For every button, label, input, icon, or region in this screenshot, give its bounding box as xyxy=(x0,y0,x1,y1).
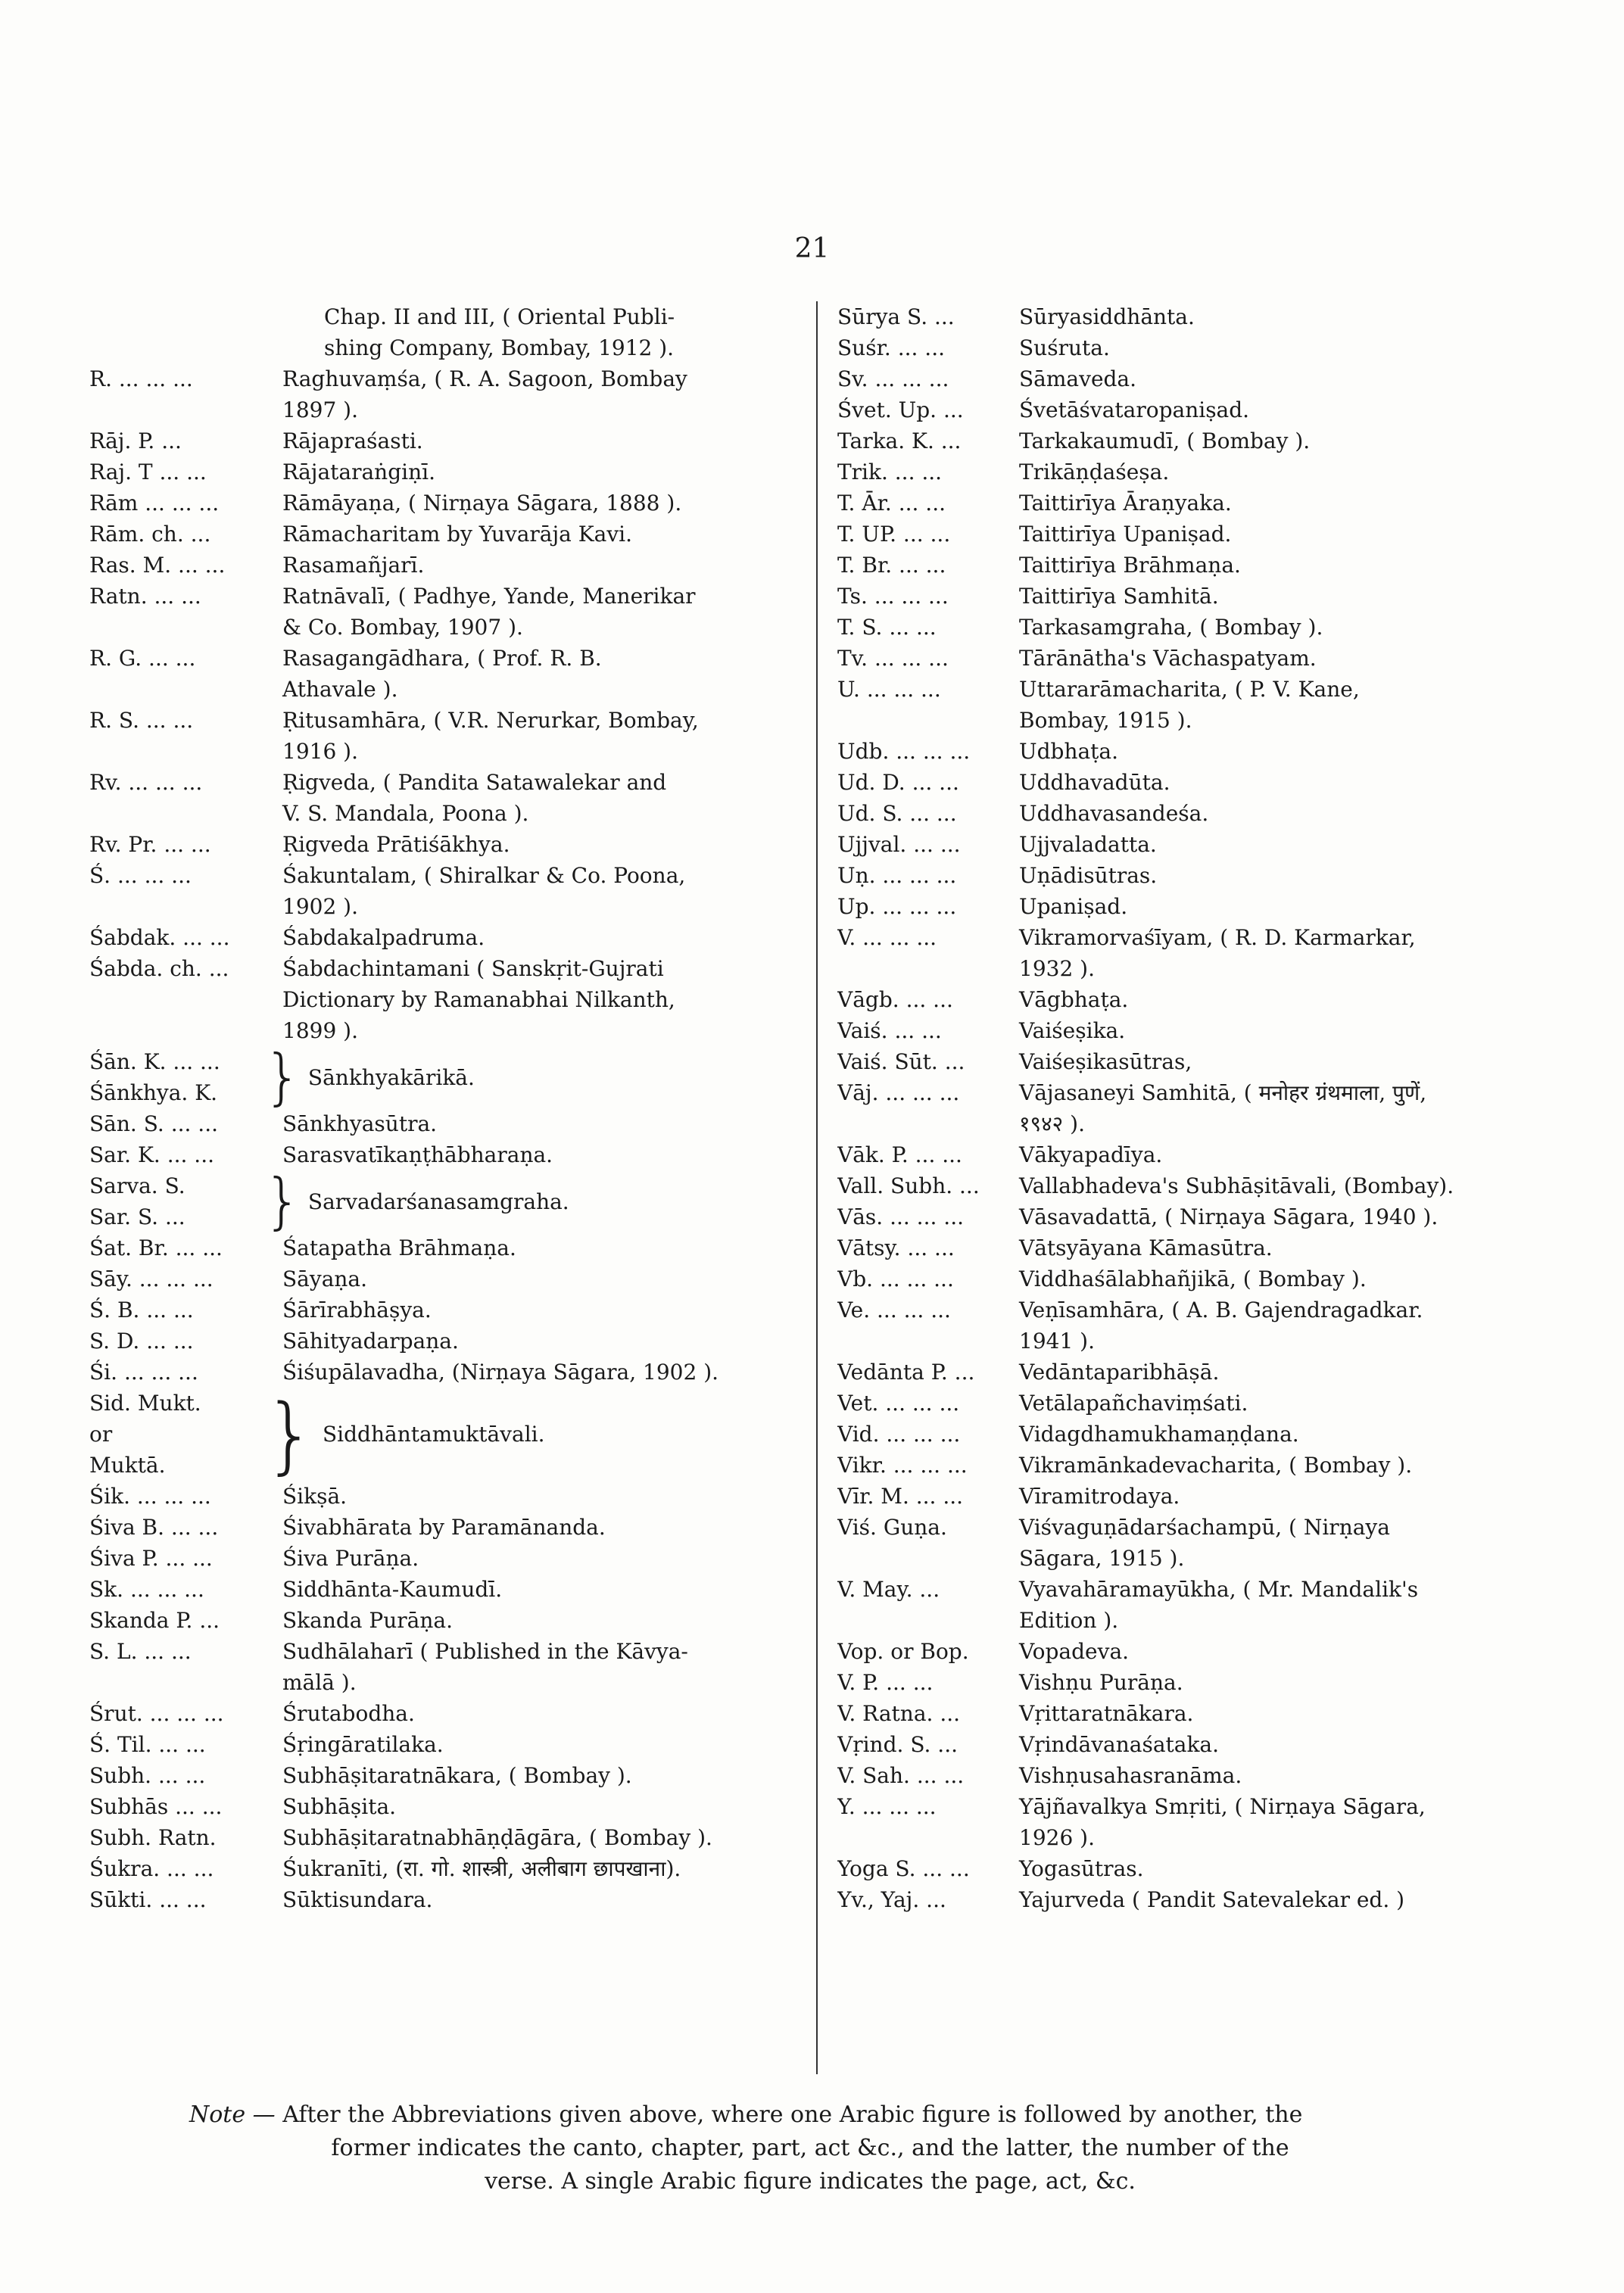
abbreviation-entry xyxy=(837,1139,1519,1170)
expansion: Uṇādisūtras. xyxy=(1019,863,1158,888)
abbreviation: Śik. ... ... ... xyxy=(89,1484,211,1509)
abbreviation-entry xyxy=(837,643,1519,674)
abbreviation-entry xyxy=(837,612,1519,643)
abbreviation: Vaiś. Sūt. ... xyxy=(837,1049,965,1074)
abbreviation: Sāy. ... ... ... xyxy=(89,1266,214,1291)
abbreviation-entry xyxy=(89,1636,816,1698)
expansion: Rājataraṅgiṇī. xyxy=(282,460,435,484)
abbreviation-entry xyxy=(89,488,816,519)
abbreviation: Śukra. ... ... xyxy=(89,1856,214,1881)
grouped-entry-sankhya xyxy=(89,1042,816,1112)
expansion: Sāmaveda. xyxy=(1019,366,1137,391)
abbreviation-entry xyxy=(837,1481,1519,1512)
abbreviation-entry xyxy=(89,1481,816,1512)
page-number: 21 xyxy=(794,233,830,264)
abbreviation-entry xyxy=(837,1698,1519,1729)
expansion: Uddhavasandeśa. xyxy=(1019,801,1209,826)
expansion: Śabdakalpadruma. xyxy=(282,925,485,950)
abbreviation: Trik. ... ... xyxy=(837,460,943,484)
expansion: Viddhaśālabhañjikā, ( Bombay ). xyxy=(1019,1266,1367,1291)
abbreviation-entry xyxy=(89,1822,816,1853)
abbreviation-entry xyxy=(837,1357,1519,1388)
expansion: Yogasūtras. xyxy=(1019,1856,1144,1881)
abbreviation-entry xyxy=(837,1419,1519,1450)
expansion: Śukranīti, (रा. गो. शास्त्री, अलीबाग छापखाना). xyxy=(282,1856,681,1881)
expansion: Taittirīya Āraṇyaka. xyxy=(1019,491,1232,516)
expansion: Raghuvaṃśa, ( R. A. Sagoon, Bombay 1897 ). xyxy=(282,366,687,422)
entry-list-left-3 xyxy=(89,1232,816,1388)
abbreviation: Vall. Subh. ... xyxy=(837,1173,980,1198)
abbreviation: Vāj. ... ... ... xyxy=(837,1080,960,1105)
expansion: Vishṇusahasranāma. xyxy=(1019,1763,1242,1788)
expansion: Sarasvatīkaṇṭhābharaṇa. xyxy=(282,1142,553,1167)
abbreviation: Vīr. M. ... ... xyxy=(837,1484,964,1509)
expansion: Vikramānkadevacharita, ( Bombay ). xyxy=(1019,1453,1413,1478)
abbreviation-entry xyxy=(837,1170,1519,1201)
expansion: Subhāṣita. xyxy=(282,1794,397,1819)
abbreviation-entry xyxy=(837,550,1519,581)
abbreviation-entry xyxy=(837,674,1519,736)
abbreviation: Ś. ... ... ... xyxy=(89,863,192,888)
abbreviation-entry xyxy=(89,581,816,643)
abbreviation-entry xyxy=(89,705,816,767)
abbreviation: Rāj. P. ... xyxy=(89,428,182,453)
expansion: Siddhānta-Kaumudī. xyxy=(282,1577,503,1602)
abbreviation: Śi. ... ... ... xyxy=(89,1360,198,1385)
abbreviation: Ud. S. ... ... xyxy=(837,801,957,826)
abbreviation: R. S. ... ... xyxy=(89,708,194,733)
abbreviation: U. ... ... ... xyxy=(837,677,941,702)
abbreviation-entry xyxy=(837,1791,1519,1853)
abbreviation: Śabdak. ... ... xyxy=(89,925,230,950)
abbreviation: Vet. ... ... ... xyxy=(837,1391,960,1416)
abbreviation-entry xyxy=(837,798,1519,829)
group-expansion: Sarvadarśanasamgraha. xyxy=(307,1189,569,1214)
abbreviation: Sūkti. ... ... xyxy=(89,1887,207,1912)
expansion: Vīramitrodaya. xyxy=(1019,1484,1180,1509)
expansion: Taittirīya Samhitā. xyxy=(1019,584,1219,609)
abbreviation: Śān. K. ... ... xyxy=(89,1049,220,1074)
column-divider xyxy=(816,301,818,2074)
expansion: Uttararāmacharita, ( P. V. Kane, Bombay, 1915 ). xyxy=(1019,677,1360,733)
abbreviation-entry xyxy=(89,363,816,425)
abbreviation: V. Sah. ... ... xyxy=(837,1763,965,1788)
expansion: Tarkakaumudī, ( Bombay ). xyxy=(1019,428,1311,453)
abbreviation-entry xyxy=(837,1884,1519,1915)
abbreviation: Tarka. K. ... xyxy=(837,428,962,453)
abbreviation-entry xyxy=(837,519,1519,550)
abbreviation-entry xyxy=(89,1326,816,1357)
abbreviation: Sarva. S. xyxy=(89,1173,185,1198)
abbreviation: T. Ār. ... ... xyxy=(837,491,946,516)
expansion: Vaiśeṣikasūtras, xyxy=(1019,1049,1192,1074)
group-abbreviations xyxy=(89,1046,263,1108)
abbreviation: Rām ... ... ... xyxy=(89,491,220,516)
grouped-entry-sarvadarsana xyxy=(89,1166,816,1236)
expansion: Taittirīya Upaniṣad. xyxy=(1019,522,1232,547)
abbreviation-entry xyxy=(89,1108,816,1139)
abbreviation-entry xyxy=(89,1543,816,1574)
abbreviation: Ras. M. ... ... xyxy=(89,553,226,578)
abbreviation-entry xyxy=(837,1636,1519,1667)
abbreviation-entry xyxy=(837,1077,1519,1139)
abbreviation: Udb. ... ... ... xyxy=(837,739,971,764)
abbreviation-entry xyxy=(837,1046,1519,1077)
abbreviation-entry xyxy=(89,1512,816,1543)
abbreviation: S. L. ... ... xyxy=(89,1639,192,1664)
note-line-1: After the Abbreviations given above, where one Arabic figure is followed by another, the xyxy=(282,2101,1303,2128)
abbreviation: Vop. or Bop. xyxy=(837,1639,969,1664)
abbreviation-entry xyxy=(837,829,1519,860)
note-line-3: verse. A single Arabic figure indicates the page, act, &c. xyxy=(485,2168,1136,2195)
abbreviation: Vikr. ... ... ... xyxy=(837,1453,968,1478)
abbreviation-entry xyxy=(837,767,1519,798)
expansion: Vopadeva. xyxy=(1019,1639,1130,1664)
abbreviation: Vid. ... ... ... xyxy=(837,1422,961,1447)
expansion: Sūktisundara. xyxy=(282,1887,433,1912)
group-abbreviations xyxy=(89,1388,263,1481)
abbreviation-entry xyxy=(837,301,1519,332)
abbreviation-entry xyxy=(89,456,816,488)
expansion: Subhāṣitaratnākara, ( Bombay ). xyxy=(282,1763,632,1788)
abbreviation-entry xyxy=(89,922,816,953)
abbreviation: Skanda P. ... xyxy=(89,1608,220,1633)
expansion: Sāhityadarpaṇa. xyxy=(282,1329,459,1354)
abbreviation-entry xyxy=(837,1263,1519,1294)
abbreviation-entry xyxy=(89,1760,816,1791)
expansion: Śivabhārata by Paramānanda. xyxy=(282,1515,606,1540)
abbreviation: Śat. Br. ... ... xyxy=(89,1235,223,1260)
expansion: Veṇīsamhāra, ( A. B. Gajendragadkar. 1941 ). xyxy=(1019,1298,1423,1354)
entry-list-left-1 xyxy=(89,363,816,1046)
entry-list-left-4 xyxy=(89,1481,816,1915)
expansion: Vedāntaparibhāṣā. xyxy=(1019,1360,1220,1385)
abbreviation-entry xyxy=(837,1450,1519,1481)
abbreviation-entry xyxy=(837,1512,1519,1574)
abbreviation-entry xyxy=(89,767,816,829)
abbreviation-entry xyxy=(89,1574,816,1605)
abbreviation-entry xyxy=(837,1015,1519,1046)
expansion: Vāsavadattā, ( Nirṇaya Sāgara, 1940 ). xyxy=(1019,1204,1439,1229)
expansion: Vishṇu Purāṇa. xyxy=(1019,1670,1183,1695)
abbreviation: Sv. ... ... ... xyxy=(837,366,949,391)
abbreviation: Śiva B. ... ... xyxy=(89,1515,219,1540)
abbreviation: Ts. ... ... ... xyxy=(837,584,949,609)
abbreviation-entry xyxy=(837,1388,1519,1419)
expansion: Śiśupālavadha, (Nirṇaya Sāgara, 1902 ). xyxy=(282,1360,719,1385)
expansion: Vātsyāyana Kāmasūtra. xyxy=(1019,1235,1273,1260)
abbreviation: Vāgb. ... ... xyxy=(837,987,953,1012)
abbreviation-entry xyxy=(89,1884,816,1915)
abbreviation: Ud. D. ... ... xyxy=(837,770,959,795)
expansion: Vṛindāvanaśataka. xyxy=(1019,1732,1220,1757)
abbreviation: Vāk. P. ... ... xyxy=(837,1142,962,1167)
abbreviation-entry xyxy=(89,1263,816,1294)
abbreviation: Sk. ... ... ... xyxy=(89,1577,204,1602)
expansion: Tārānātha's Vāchaspatyam. xyxy=(1019,646,1317,671)
abbreviation: Sid. Mukt. xyxy=(89,1391,201,1416)
abbreviation: Muktā. xyxy=(89,1453,166,1478)
expansion: Vaiśeṣika. xyxy=(1019,1018,1126,1043)
expansion: Rāmacharitam by Yuvarāja Kavi. xyxy=(282,522,633,547)
abbreviation: Subh. ... ... xyxy=(89,1763,206,1788)
note-line-2: former indicates the canto, chapter, part, act &c., and the latter, the number of the xyxy=(331,2135,1289,2161)
expansion: Vidagdhamukhamaṇḍana. xyxy=(1019,1422,1299,1447)
abbreviation-entry xyxy=(89,1698,816,1729)
continued-entry: Chap. II and III, ( Oriental Publi- shing Company, Bombay, 1912 ). xyxy=(324,304,675,360)
expansion: Sūryasiddhānta. xyxy=(1019,304,1195,329)
expansion: Ratnāvalī, ( Padhye, Yande, Manerikar & Co. Bombay, 1907 ). xyxy=(282,584,696,640)
expansion: Ṛigveda Prātiśākhya. xyxy=(282,832,510,857)
expansion: Vāgbhaṭa. xyxy=(1019,987,1129,1012)
expansion: Vallabhadeva's Subhāṣitāvali, (Bombay). xyxy=(1019,1173,1454,1198)
abbreviation: Vaiś. ... ... xyxy=(837,1018,942,1043)
expansion: Suśruta. xyxy=(1019,335,1110,360)
expansion: Śakuntalam, ( Shiralkar & Co. Poona, 1902 ). xyxy=(282,863,686,919)
abbreviation-entry xyxy=(837,1760,1519,1791)
abbreviation: V. May. ... xyxy=(837,1577,940,1602)
abbreviation: Śvet. Up. ... xyxy=(837,397,964,422)
expansion: Śārīrabhāṣya. xyxy=(282,1298,432,1323)
abbreviation: Śānkhya. K. xyxy=(89,1080,218,1105)
group-abbreviations xyxy=(89,1170,263,1232)
abbreviation-entry xyxy=(89,953,816,1046)
expansion: Udbhaṭa. xyxy=(1019,739,1119,764)
expansion: Ujjvaladatta. xyxy=(1019,832,1157,857)
expansion: Ṛigveda, ( Pandita Satawalekar and V. S. Mandala, Poona ). xyxy=(282,770,667,826)
expansion: Ṛitusamhāra, ( V.R. Nerurkar, Bombay, 1916 ). xyxy=(282,708,699,764)
abbreviation: Ratn. ... ... xyxy=(89,584,201,609)
note-label: Note — xyxy=(189,2101,276,2128)
abbreviation: Tv. ... ... ... xyxy=(837,646,949,671)
expansion: Śatapatha Brāhmaṇa. xyxy=(282,1235,516,1260)
expansion: Vikramorvaśīyam, ( R. D. Karmarkar, 1932 ). xyxy=(1019,925,1416,981)
expansion: Śrutabodha. xyxy=(282,1701,415,1726)
abbreviation: Vb. ... ... ... xyxy=(837,1266,954,1291)
expansion: Yājñavalkya Smṛiti, ( Nirṇaya Sāgara, 1926 ). xyxy=(1019,1794,1426,1850)
expansion: Śiva Purāṇa. xyxy=(282,1546,419,1571)
abbreviation: T. Br. ... ... xyxy=(837,553,946,578)
abbreviations-column-left xyxy=(89,301,816,1915)
expansion: Vākyapadīya. xyxy=(1019,1142,1163,1167)
abbreviation: Śabda. ch. ... xyxy=(89,956,229,981)
abbreviation: Sān. S. ... ... xyxy=(89,1111,218,1136)
expansion: Śvetāśvataropaniṣad. xyxy=(1019,397,1250,422)
expansion: Sānkhyasūtra. xyxy=(282,1111,438,1136)
expansion: Subhāṣitaratnabhāṇḍāgāra, ( Bombay ). xyxy=(282,1825,712,1850)
abbreviation: T. S. ... ... xyxy=(837,615,937,640)
abbreviation: Śrut. ... ... ... xyxy=(89,1701,224,1726)
expansion: Sāyaṇa. xyxy=(282,1266,368,1291)
expansion: Vājasaneyi Samhitā, ( मनोहर ग्रंथमाला, पुणें, १९४२ ). xyxy=(1019,1080,1427,1136)
group-expansion: Sānkhyakārikā. xyxy=(307,1064,475,1090)
brace-icon: } xyxy=(263,1042,302,1112)
grouped-entry-siddhanta xyxy=(89,1385,816,1483)
abbreviation-entry xyxy=(837,1574,1519,1636)
group-expansion: Siddhāntamuktāvali. xyxy=(323,1422,545,1447)
brace-icon: } xyxy=(263,1385,316,1483)
expansion: Skanda Purāṇa. xyxy=(282,1608,453,1633)
abbreviation-entry xyxy=(837,1853,1519,1884)
abbreviation-entry xyxy=(89,1357,816,1388)
expansion: Rasagangādhara, ( Prof. R. B. Athavale ). xyxy=(282,646,602,702)
abbreviation: Vedānta P. ... xyxy=(837,1360,975,1385)
abbreviation: Sūrya S. ... xyxy=(837,304,955,329)
abbreviation: Suśr. ... ... xyxy=(837,335,945,360)
abbreviation: Ve. ... ... ... xyxy=(837,1298,951,1323)
abbreviation-entry xyxy=(837,1729,1519,1760)
abbreviation-entry xyxy=(837,394,1519,425)
abbreviation: Sar. S. ... xyxy=(89,1204,185,1229)
footnote xyxy=(189,2098,1431,2198)
abbreviation: Vṛind. S. ... xyxy=(837,1732,959,1757)
abbreviation-entry xyxy=(89,1605,816,1636)
abbreviation: or xyxy=(89,1422,113,1447)
abbreviation: Up. ... ... ... xyxy=(837,894,957,919)
abbreviation: Ś. B. ... ... xyxy=(89,1298,194,1323)
abbreviation-entry xyxy=(837,1232,1519,1263)
expansion: Vetālapañchaviṃśati. xyxy=(1019,1391,1248,1416)
expansion: Viśvaguṇādarśachampū, ( Nirṇaya Sāgara, 1915 ). xyxy=(1019,1515,1390,1571)
abbreviation: V. P. ... ... xyxy=(837,1670,934,1695)
abbreviation-entry xyxy=(89,550,816,581)
abbreviation: Rv. Pr. ... ... xyxy=(89,832,211,857)
expansion: Trikāṇḍaśeṣa. xyxy=(1019,460,1170,484)
entry-list-left-2 xyxy=(89,1108,816,1170)
expansion: Śabdachintamani ( Sanskṛit-Gujrati Dictionary by Ramanabhai Nilkanth, 1899 ). xyxy=(282,956,675,1043)
expansion: Śikṣā. xyxy=(282,1484,348,1509)
expansion: Rasamañjarī. xyxy=(282,553,425,578)
abbreviation-entry xyxy=(837,488,1519,519)
abbreviation-entry xyxy=(837,363,1519,394)
expansion: Sudhālaharī ( Published in the Kāvya- mālā ). xyxy=(282,1639,688,1695)
expansion: Vyavahāramayūkha, ( Mr. Mandalik's Edition ). xyxy=(1019,1577,1419,1633)
abbreviation-entry xyxy=(837,1667,1519,1698)
abbreviation-entry xyxy=(89,829,816,860)
abbreviation: Viś. Guṇa. xyxy=(837,1515,947,1540)
expansion: Tarkasamgraha, ( Bombay ). xyxy=(1019,615,1323,640)
abbreviations-column-right xyxy=(837,301,1519,1915)
abbreviation: V. Ratna. ... xyxy=(837,1701,961,1726)
expansion: Upaniṣad. xyxy=(1019,894,1128,919)
expansion: Uddhavadūta. xyxy=(1019,770,1170,795)
expansion: Rājapraśasti. xyxy=(282,428,423,453)
abbreviation: Rv. ... ... ... xyxy=(89,770,203,795)
expansion: Rāmāyaṇa, ( Nirṇaya Sāgara, 1888 ). xyxy=(282,491,682,516)
abbreviation-entry xyxy=(89,860,816,922)
abbreviation: Vātsy. ... ... xyxy=(837,1235,955,1260)
abbreviation: Śiva P. ... ... xyxy=(89,1546,213,1571)
abbreviation: R. ... ... ... xyxy=(89,366,193,391)
abbreviation-entry xyxy=(837,456,1519,488)
abbreviation-entry xyxy=(89,1729,816,1760)
abbreviation: Yoga S. ... ... xyxy=(837,1856,970,1881)
abbreviation-entry xyxy=(89,1294,816,1326)
abbreviation-entry xyxy=(89,519,816,550)
abbreviation: Yv., Yaj. ... xyxy=(837,1887,946,1912)
abbreviation-entry xyxy=(837,1294,1519,1357)
abbreviation: Subh. Ratn. xyxy=(89,1825,217,1850)
abbreviation: V. ... ... ... xyxy=(837,925,937,950)
abbreviation: Uṇ. ... ... ... xyxy=(837,863,957,888)
abbreviation: T. UP. ... ... xyxy=(837,522,951,547)
abbreviation: Ujjval. ... ... xyxy=(837,832,961,857)
entry-list-right xyxy=(837,301,1519,1915)
abbreviation: Sar. K. ... ... xyxy=(89,1142,215,1167)
abbreviation-entry xyxy=(837,860,1519,891)
abbreviation-entry xyxy=(837,922,1519,984)
expansion: Yajurveda ( Pandit Satevalekar ed. ) xyxy=(1019,1887,1405,1912)
abbreviation-entry xyxy=(837,1201,1519,1232)
abbreviation-entry xyxy=(89,1232,816,1263)
abbreviation: Y. ... ... ... xyxy=(837,1794,937,1819)
abbreviation-entry xyxy=(89,1139,816,1170)
abbreviation-entry xyxy=(89,1853,816,1884)
abbreviation: Ś. Til. ... ... xyxy=(89,1732,206,1757)
abbreviation-entry xyxy=(837,332,1519,363)
abbreviation: Raj. T ... ... xyxy=(89,460,207,484)
expansion: Śṛingāratilaka. xyxy=(282,1732,444,1757)
expansion: Vṛittaratnākara. xyxy=(1019,1701,1194,1726)
brace-icon: } xyxy=(263,1166,302,1236)
abbreviation: R. G. ... ... xyxy=(89,646,196,671)
abbreviation-entry xyxy=(89,425,816,456)
abbreviation-entry xyxy=(837,581,1519,612)
abbreviation-entry xyxy=(89,1791,816,1822)
abbreviation-entry xyxy=(89,643,816,705)
abbreviation-entry xyxy=(837,736,1519,767)
abbreviation: Vās. ... ... ... xyxy=(837,1204,964,1229)
abbreviation-entry xyxy=(837,984,1519,1015)
abbreviation: S. D. ... ... xyxy=(89,1329,194,1354)
abbreviation-entry xyxy=(837,891,1519,922)
abbreviation: Subhās ... ... xyxy=(89,1794,223,1819)
abbreviation-entry xyxy=(837,425,1519,456)
abbreviation: Rām. ch. ... xyxy=(89,522,211,547)
expansion: Taittirīya Brāhmaṇa. xyxy=(1019,553,1241,578)
